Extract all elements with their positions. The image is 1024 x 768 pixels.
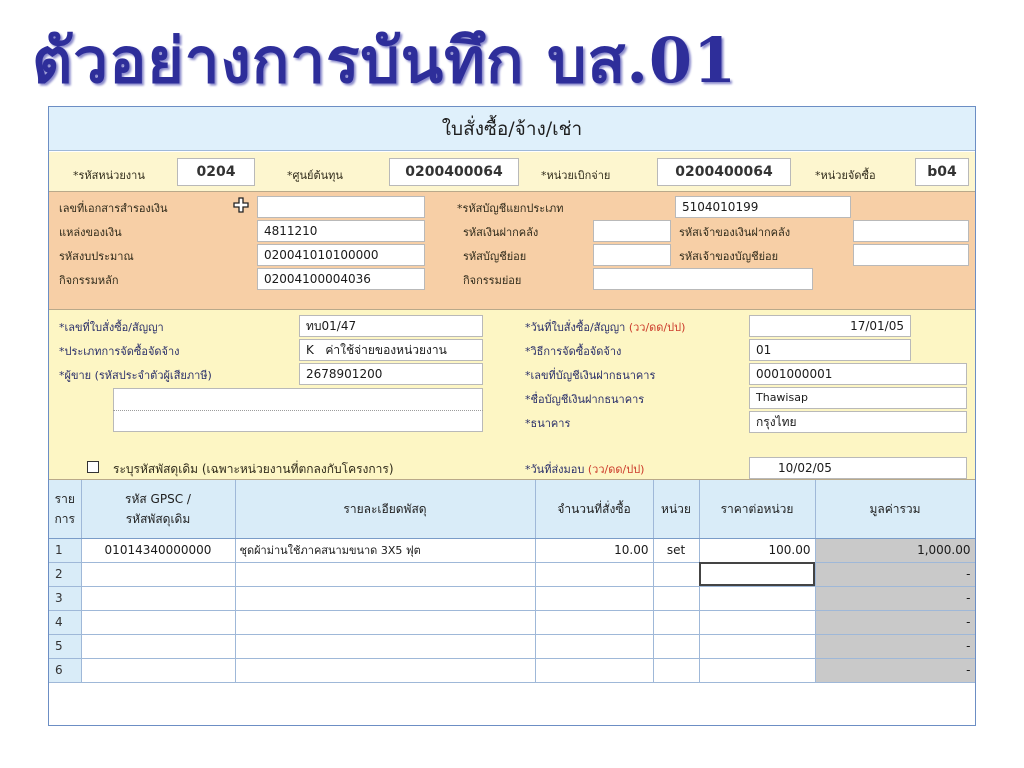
item-qty-cell[interactable] — [535, 586, 653, 610]
purchasing-unit-label: *หน่วยจัดซื้อ — [815, 169, 876, 182]
bank-account-label: *เลขที่บัญชีเงินฝากธนาคาร — [525, 369, 656, 382]
plus-icon[interactable] — [233, 197, 249, 213]
bank-label: *ธนาคาร — [525, 417, 571, 430]
item-price-cell[interactable]: 100.00 — [699, 538, 815, 562]
original-code-checkbox[interactable] — [87, 461, 99, 473]
item-unit-cell[interactable] — [653, 586, 699, 610]
table-row — [49, 610, 975, 634]
col-no-line2: การ — [54, 511, 75, 526]
main-activity-label: กิจกรรมหลัก — [59, 274, 119, 287]
delivery-date-value: 10/02/05 — [778, 461, 832, 475]
item-unit-cell[interactable] — [653, 610, 699, 634]
col-code-line2: รหัสพัสดุเดิม — [125, 511, 191, 526]
item-qty-cell[interactable] — [535, 562, 653, 586]
po-date-label-text: *วันที่ใบสั่งซื้อ/สัญญา — [525, 321, 626, 334]
item-total-cell: - — [815, 610, 975, 634]
purchasing-unit-field[interactable]: b04 — [915, 158, 969, 186]
agency-code-label: *รหัสหน่วยงาน — [73, 169, 145, 182]
col-desc-header: รายละเอียดพัสดุ — [235, 480, 535, 538]
main-activity-field[interactable]: 02004100004036 — [257, 268, 425, 290]
item-code-cell[interactable] — [81, 562, 235, 586]
cost-center-field[interactable]: 0200400064 — [389, 158, 519, 186]
col-price-header: ราคาต่อหน่วย — [699, 480, 815, 538]
item-total-cell: - — [815, 586, 975, 610]
col-unit-header: หน่วย — [653, 480, 699, 538]
purchase-order-form — [48, 106, 976, 726]
delivery-date-field[interactable] — [749, 457, 967, 479]
item-desc-cell[interactable] — [235, 610, 535, 634]
treasury-deposit-label: รหัสเงินฝากคลัง — [463, 226, 539, 239]
cost-center-label: *ศูนย์ต้นทุน — [287, 169, 343, 182]
item-price-cell[interactable] — [699, 634, 815, 658]
item-code-cell[interactable] — [81, 658, 235, 682]
fund-source-field[interactable]: 4811210 — [257, 220, 425, 242]
reservation-doc-label: เลขที่เอกสารสำรองเงิน — [59, 202, 168, 215]
contract-band — [49, 310, 975, 480]
delivery-date-label — [525, 460, 644, 478]
item-qty-cell[interactable] — [535, 634, 653, 658]
item-desc-cell[interactable]: ชุดผ้าม่านใช้ภาคสนามขนาด 3X5 ฟุต — [235, 538, 535, 562]
item-unit-cell[interactable] — [653, 562, 699, 586]
item-unit-cell[interactable]: set — [653, 538, 699, 562]
procurement-type-code: K — [306, 343, 314, 357]
treasury-owner-field[interactable] — [853, 220, 969, 242]
po-number-field[interactable]: ทบ01/47 — [299, 315, 483, 337]
procurement-type-text: ค่าใช้จ่ายของหน่วยงาน — [325, 343, 447, 357]
item-code-cell[interactable]: 01014340000000 — [81, 538, 235, 562]
table-row — [49, 538, 975, 562]
fund-source-label: แหล่งของเงิน — [59, 226, 122, 239]
procurement-type-label: *ประเภทการจัดซื้อจัดจ้าง — [59, 345, 180, 358]
budget-band — [49, 192, 975, 310]
item-code-cell[interactable] — [81, 586, 235, 610]
item-price-cell[interactable] — [699, 658, 815, 682]
row-number: 4 — [49, 610, 81, 634]
budget-code-field[interactable]: 020041010100000 — [257, 244, 425, 266]
sub-activity-field[interactable] — [593, 268, 813, 290]
vendor-field[interactable]: 2678901200 — [299, 363, 483, 385]
item-desc-cell[interactable] — [235, 562, 535, 586]
budget-code-label: รหัสงบประมาณ — [59, 250, 134, 263]
po-number-label: *เลขที่ใบสั่งซื้อ/สัญญา — [59, 321, 164, 334]
item-code-cell[interactable] — [81, 634, 235, 658]
po-date-hint: (วว/ดด/ปป) — [628, 321, 686, 334]
item-desc-cell[interactable] — [235, 634, 535, 658]
item-desc-cell[interactable] — [235, 658, 535, 682]
item-total-cell: - — [815, 634, 975, 658]
item-total-cell: - — [815, 562, 975, 586]
form-title: ใบสั่งซื้อ/จ้าง/เช่า — [49, 107, 975, 151]
procurement-type-field[interactable] — [299, 339, 483, 361]
disbursing-unit-label: *หน่วยเบิกจ่าย — [541, 169, 611, 182]
item-code-cell[interactable] — [81, 610, 235, 634]
sub-account-owner-label: รหัสเจ้าของบัญชีย่อย — [679, 250, 779, 263]
row-number: 5 — [49, 634, 81, 658]
bank-account-field[interactable]: 0001000001 — [749, 363, 967, 385]
col-qty-header: จำนวนที่สั่งซื้อ — [535, 480, 653, 538]
method-field[interactable]: 01 — [749, 339, 911, 361]
col-no-line1: ราย — [54, 491, 75, 506]
po-date-label — [525, 318, 685, 336]
sub-account-label: รหัสบัญชีย่อย — [463, 250, 527, 263]
item-price-cell[interactable] — [699, 562, 815, 586]
gl-account-field[interactable]: 5104010199 — [675, 196, 851, 218]
items-table — [49, 480, 976, 683]
item-unit-cell[interactable] — [653, 658, 699, 682]
delivery-date-hint: (วว/ดด/ปป) — [587, 463, 645, 476]
disbursing-unit-field[interactable]: 0200400064 — [657, 158, 791, 186]
reservation-doc-field[interactable] — [257, 196, 425, 218]
treasury-deposit-field[interactable] — [593, 220, 671, 242]
table-row — [49, 562, 975, 586]
table-row — [49, 586, 975, 610]
col-no-header — [49, 480, 81, 538]
row-number: 2 — [49, 562, 81, 586]
item-unit-cell[interactable] — [653, 634, 699, 658]
gl-account-label: *รหัสบัญชีแยกประเภท — [457, 202, 564, 215]
po-date-field[interactable]: 17/01/05 — [749, 315, 911, 337]
item-total-cell: - — [815, 658, 975, 682]
delivery-date-label-text: *วันที่ส่งมอบ — [525, 463, 585, 476]
sub-account-field[interactable] — [593, 244, 671, 266]
col-code-line1: รหัส GPSC / — [125, 491, 191, 506]
item-qty-cell[interactable] — [535, 658, 653, 682]
original-code-checkbox-label: ระบุรหัสพัสดุเดิม (เฉพาะหน่วยงานที่ตกลงกับโครงการ) — [113, 462, 394, 476]
item-desc-cell[interactable] — [235, 586, 535, 610]
row-number: 3 — [49, 586, 81, 610]
item-qty-cell[interactable] — [535, 610, 653, 634]
item-qty-cell[interactable]: 10.00 — [535, 538, 653, 562]
vendor-name-divider — [113, 410, 483, 411]
bank-field[interactable]: กรุงไทย — [749, 411, 967, 433]
col-code-header — [81, 480, 235, 538]
item-price-cell[interactable] — [699, 610, 815, 634]
row-number: 1 — [49, 538, 81, 562]
item-price-cell[interactable] — [699, 586, 815, 610]
account-name-field[interactable]: Thawisap — [749, 387, 967, 409]
treasury-owner-label: รหัสเจ้าของเงินฝากคลัง — [679, 226, 791, 239]
col-total-header: มูลค่ารวม — [815, 480, 975, 538]
table-row — [49, 634, 975, 658]
account-name-label: *ชื่อบัญชีเงินฝากธนาคาร — [525, 393, 645, 406]
header-codes-band — [49, 152, 975, 192]
row-number: 6 — [49, 658, 81, 682]
table-row — [49, 658, 975, 682]
agency-code-field[interactable]: 0204 — [177, 158, 255, 186]
items-header-row — [49, 480, 975, 538]
sub-activity-label: กิจกรรมย่อย — [463, 274, 522, 287]
item-total-cell: 1,000.00 — [815, 538, 975, 562]
sub-account-owner-field[interactable] — [853, 244, 969, 266]
method-label: *วิธีการจัดซื้อจัดจ้าง — [525, 345, 622, 358]
vendor-label: *ผู้ขาย (รหัสประจำตัวผู้เสียภาษี) — [59, 369, 212, 382]
slide-title: ตัวอย่างการบันทึก บส.01 — [32, 24, 738, 97]
